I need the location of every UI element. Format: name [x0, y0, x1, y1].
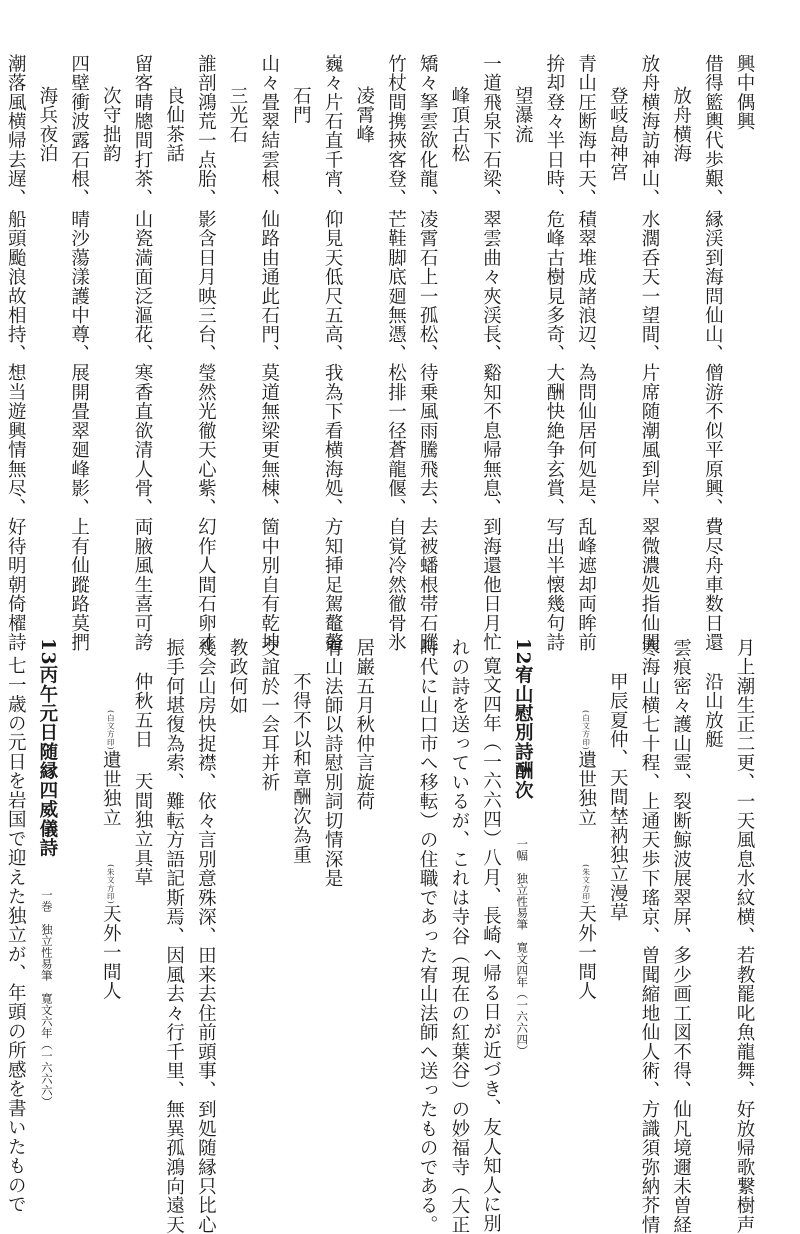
commentary-line-text: 宥山法師以詩慰別詞切情深是	[322, 638, 344, 889]
commentary-line-text: 月上潮生正二更、	[734, 638, 755, 792]
poem-line-column	[697, 30, 729, 652]
commentary-line-text: 無異孤鴻向遠天	[163, 1099, 185, 1234]
commentary-line-text: 田来去住前頭事、	[195, 945, 217, 1100]
commentary-line-text: (朱文方印)	[106, 864, 116, 905]
poem-line-text: 莫道無梁更無棟、	[258, 363, 280, 518]
commentary-line-text: (朱文方印)	[581, 864, 591, 905]
poem-line-text: 放舟横海	[670, 86, 692, 163]
poem-line-column	[538, 30, 570, 652]
poem-line-text: 去被蟠根帯石蹤	[417, 517, 439, 653]
poem-line-text: 巍々片石直千宵、	[322, 54, 344, 208]
commentary-line-column	[411, 620, 443, 1234]
poem-line-column	[0, 30, 31, 652]
commentary-line-text: 難転方語記斯焉、	[163, 791, 185, 946]
commentary-line-column	[507, 620, 539, 1056]
commentary-line-column	[0, 620, 31, 1214]
poem-line-text: 両腋風生喜可誇	[131, 517, 153, 653]
commentary-line-text: 沿山放艇	[702, 672, 724, 749]
commentary-line-column	[665, 620, 697, 1234]
poem-line-text: 影含日月映三台、	[195, 209, 217, 364]
poem-line-text: 一道飛泉下石梁、	[480, 54, 502, 208]
poem-line-text: 水濶呑天一望間、	[638, 209, 660, 364]
poem-line-text: 拚却登々半日時、	[543, 54, 565, 208]
poem-line-text: 瑩然光徹天心紫、	[195, 363, 217, 518]
poem-line-column	[570, 30, 602, 652]
poem-line-text: 大酬快絶争玄賞、	[543, 363, 565, 518]
poem-line-text: 潮落風横帰去遅、	[5, 54, 27, 208]
commentary-line-column	[475, 620, 507, 1233]
commentary-line-text: 一天風息水紋横、	[734, 791, 755, 946]
commentary-line-text: 遺世独立	[575, 750, 597, 828]
commentary-line-column	[728, 620, 760, 1234]
poem-line-text: 四壁衝波露石根、	[68, 54, 90, 208]
commentary-line-text: 若教罷叱魚龍舞、	[734, 945, 755, 1100]
poem-line-text: 好待明朝倚櫂詩	[5, 517, 27, 653]
commentary-line-text: 遺世独立	[100, 750, 122, 828]
poem-line-text: 写出半懐幾句詩	[543, 517, 565, 653]
poem-line-text: 望瀑流	[512, 86, 534, 144]
commentary-line-column	[126, 620, 158, 887]
poem-line-column	[221, 30, 253, 144]
poem-line-text: 為問仙居何処是、	[575, 363, 597, 518]
commentary-line-text: 甲辰夏仲、	[607, 672, 629, 769]
poem-line-text: 寒香直欲清人骨、	[131, 363, 153, 518]
poem-line-column	[665, 30, 697, 163]
commentary-line-text: 雲痕密々護山霊、	[670, 638, 692, 792]
poem-line-column	[63, 30, 95, 652]
poem-line-text: 竹杖間携挾客登、	[385, 54, 407, 208]
poem-line-text: 山瓷満面泛漚花、	[131, 209, 153, 364]
poem-line-text: 晴沙蕩漾護中尊、	[68, 209, 90, 364]
commentary-line-column	[285, 620, 317, 864]
poem-line-text: 次守拙韵	[100, 86, 122, 163]
poem-line-text: 海兵夜泊	[36, 86, 58, 163]
poem-line-text: 谿知不息帰無息、	[480, 363, 502, 518]
poem-line-text: 危峰古樹見多奇、	[543, 209, 565, 364]
commentary-line-text: 12	[512, 638, 534, 666]
commentary-line-text: (白文方印)	[106, 710, 116, 751]
poem-line-column	[285, 30, 317, 124]
commentary-line-column	[253, 620, 285, 792]
commentary-line-text: 七一歳の元日を岩国で迎えた独立が、年頭の所感を書いたもので	[5, 656, 27, 1214]
commentary-line-text: 天間独立具草	[131, 771, 153, 888]
commentary-line-text: 不得不以和章酬次為重	[290, 672, 312, 865]
commentary-line-column	[697, 620, 729, 749]
poem-line-column	[380, 30, 412, 652]
commentary-line-text: 仲秋五日	[131, 672, 153, 749]
poem-line-text: 青山圧断海中天、	[575, 54, 597, 208]
commentary-line-text: 幾会山房快捉襟、	[195, 638, 217, 792]
commentary-line-text: 寒海山横七十程、	[638, 638, 660, 792]
commentary-line-text: 居巌五月秋仲言旋荷	[353, 638, 375, 812]
commentary-line-text: 曽聞縮地仙人術、	[638, 945, 660, 1100]
commentary-line-column	[602, 620, 634, 922]
poem-line-text: 誰剖鴻荒一点胎、	[195, 54, 217, 208]
poem-line-text: 仰見天低尺五高、	[322, 209, 344, 364]
commentary-line-text: 一巻 独立性易筆 寛文六年（一六六六）	[39, 888, 54, 1108]
commentary-line-text: 依々言別意殊深、	[195, 791, 217, 946]
commentary-line-column	[221, 620, 253, 715]
poem-line-text: 乱峰遮却両眸前	[575, 517, 597, 653]
commentary-line-text: 因風去々行千里、	[163, 945, 185, 1100]
commentary-line-text: 天外一間人	[575, 904, 597, 1001]
poem-line-text: 箇中別自有乾坤	[258, 517, 280, 653]
poem-line-text: 想当遊興情無尽、	[5, 363, 27, 518]
commentary-line-text: 宥山慰別詩酬次	[512, 665, 534, 800]
poem-line-column	[475, 30, 507, 652]
commentary-section	[0, 620, 760, 1234]
poem-line-text: 峰頂古松	[448, 86, 470, 163]
commentary-line-text: 交誼於一会耳并祈	[258, 638, 280, 792]
poem-line-text: 興中偶興	[734, 54, 755, 131]
commentary-line-column	[316, 620, 348, 888]
poem-line-text: 山々畳翠結雲根、	[258, 54, 280, 208]
poem-line-text: 幻作人間石卵才	[195, 517, 217, 653]
poem-line-text: 自覚冷然徹骨氷	[385, 517, 407, 653]
poem-line-text: 待乗風雨騰飛去、	[417, 363, 439, 518]
commentary-line-text: 方識須弥納芥情	[638, 1099, 660, 1234]
poem-line-text: 三光石	[227, 86, 248, 144]
commentary-line-column	[190, 620, 222, 1234]
commentary-line-text: 裂断鯨波展翠屏、	[670, 791, 692, 946]
commentary-line-text: 教政何如	[227, 638, 248, 715]
poem-line-column	[602, 30, 634, 182]
commentary-line-text: 振手何堪復為索、	[163, 638, 185, 792]
poem-line-text: 凌霄石上一孤松、	[417, 209, 439, 364]
commentary-line-column	[348, 620, 380, 811]
poem-line-text: 展開畳翠廻峰影、	[68, 363, 90, 518]
commentary-line-text: 天間埜衲独立漫草	[607, 768, 629, 923]
poem-line-column	[158, 30, 190, 163]
poem-line-text: 我為下看横海処、	[322, 363, 344, 518]
poem-line-column	[31, 30, 63, 163]
poem-line-text: 上有仙蹤路莫捫	[68, 517, 90, 653]
poem-line-text: 石門	[290, 86, 312, 125]
poem-line-text: 費尽舟車数日還	[702, 517, 724, 653]
commentary-line-column	[443, 620, 475, 1234]
poem-line-text: 到海還他日月忙	[480, 517, 502, 653]
poem-line-text: 縁渓到海問仙山、	[702, 209, 724, 364]
poem-line-column	[190, 30, 222, 652]
poem-line-column	[443, 30, 475, 163]
poem-line-text: 翠微濃処指仙関	[638, 517, 660, 653]
commentary-line-column	[570, 620, 602, 1001]
commentary-line-column	[31, 620, 63, 1107]
poem-line-text: 方知挿足駕鼇鼇	[322, 517, 344, 653]
commentary-line-text: 多少画工図不得、	[670, 945, 692, 1100]
commentary-line-text: 上通天歩下瑤京、	[638, 791, 660, 946]
poem-line-text: 船頭颱浪故相持、	[5, 209, 27, 364]
commentary-line-column	[95, 620, 127, 1001]
poem-line-text: 芒鞋脚底廻無憑、	[385, 209, 407, 364]
commentary-line-text: (白文方印)	[581, 710, 591, 751]
poem-line-text: 僧游不似平原興、	[702, 363, 724, 518]
poem-line-column	[348, 30, 380, 144]
poem-line-text: 留客晴牕間打茶、	[131, 54, 153, 208]
poem-line-text: 良仙茶話	[163, 86, 185, 163]
poem-line-text: 凌霄峰	[353, 86, 375, 144]
commentary-line-text: れの詩を送っているが、これは寺谷（現在の紅葉谷）の妙福寺（大正	[448, 638, 470, 1234]
poem-line-text: 翠雲曲々夾渓長、	[480, 209, 502, 364]
commentary-line-text: 到処随縁只比心	[195, 1099, 217, 1234]
commentary-line-column	[158, 620, 190, 1234]
poem-line-column	[507, 30, 539, 144]
commentary-line-text: 13	[36, 638, 58, 666]
commentary-line-text: 天外一間人	[100, 904, 122, 1001]
commentary-line-text: 一幅 独立性易筆 寛文四年（一六六四）	[515, 837, 530, 1057]
poem-line-column	[95, 30, 127, 163]
commentary-line-text: 時代に山口市へ移転）の住職であった宥山法師へ送ったものである。	[417, 638, 439, 1234]
poem-line-text: 仙路由通此石門、	[258, 209, 280, 364]
commentary-line-text: 寛文四年（一六六四）八月、長崎へ帰る日が近づき、友人知人に別	[480, 656, 502, 1234]
poem-line-text: 放舟横海訪神山、	[638, 54, 660, 208]
poem-line-column	[316, 30, 348, 652]
poem-line-column	[633, 30, 665, 652]
poem-line-text: 借得籃輿代歩艱、	[702, 54, 724, 208]
poem-line-text: 積翠堆成諸浪辺、	[575, 209, 597, 364]
poem-line-text: 片席随潮風到岸、	[638, 363, 660, 518]
poem-line-column	[728, 30, 760, 131]
commentary-line-text: 好放帰歌繋樹声	[734, 1099, 755, 1234]
poem-line-text: 登岐島神宮	[607, 86, 629, 183]
poem-line-text: 松排一径蒼龍偃、	[385, 363, 407, 518]
poem-line-column	[411, 30, 443, 652]
commentary-line-text: 丙午元日随縁四威儀詩	[36, 665, 58, 858]
poem-line-column	[253, 30, 285, 652]
commentary-line-column	[633, 620, 665, 1234]
poem-line-column	[126, 30, 158, 652]
commentary-line-text: 仙凡境邇未曽経	[670, 1099, 692, 1234]
poem-line-text: 矯々拏雲欲化龍、	[417, 54, 439, 208]
